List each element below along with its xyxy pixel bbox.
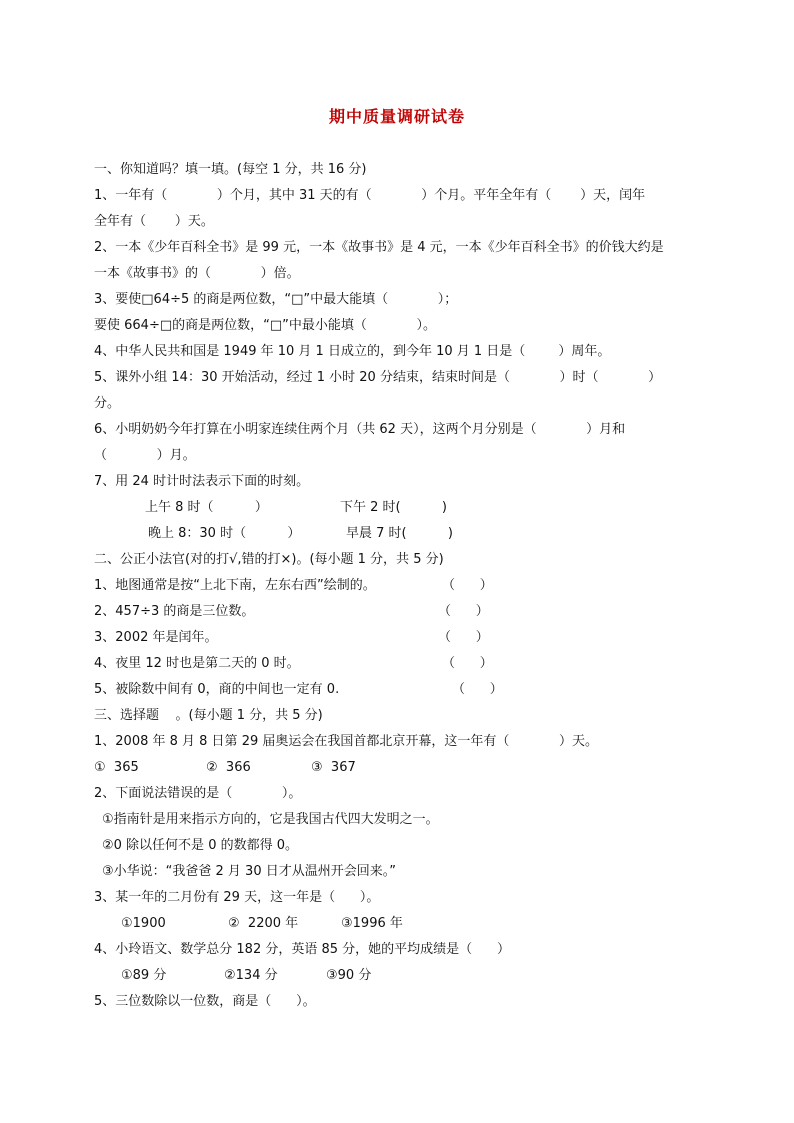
q3-1-option-3: ③ 367 — [311, 760, 356, 775]
q1-5-line-a: 5、课外小组 14：30 开始活动，经过 1 小时 20 分结束，结束时间是（ ）时（ ） — [94, 370, 662, 385]
q1-7-item-am8: 上午 8 时（ ） — [145, 500, 268, 515]
q3-5-text: 5、三位数除以一位数，商是（ ）。 — [94, 994, 316, 1009]
q2-4-answer-paren: （ ） — [442, 656, 493, 671]
q1-1-line-b: 全年有（ ）天。 — [94, 214, 214, 229]
q1-6-line-b: （ ）月。 — [94, 448, 196, 463]
q1-5-line-b: 分。 — [94, 396, 121, 411]
q2-1-answer-paren: （ ） — [442, 578, 493, 593]
q3-3-option-3: ③1996 年 — [341, 916, 403, 931]
q3-4-option-1: ①89 分 — [121, 968, 167, 983]
q3-2-option-3: ③小华说：“我爸爸 2 月 30 日才从温州开会回来。” — [102, 864, 396, 879]
q2-5-answer-paren: （ ） — [452, 682, 503, 697]
q1-3-line-b: 要使 664÷□的商是两位数，“□”中最小能填（ ）。 — [94, 318, 436, 333]
q3-1-option-2: ② 366 — [206, 760, 251, 775]
q2-3-answer-paren: （ ） — [438, 630, 489, 645]
q1-7-item-evening: 晚上 8：30 时（ ） — [148, 526, 301, 541]
q2-2-answer-paren: （ ） — [438, 604, 489, 619]
q1-4-line: 4、中华人民共和国是 1949 年 10 月 1 日成立的，到今年 10 月 1 日是（ ）周年。 — [94, 344, 611, 359]
q1-2-line-a: 2、一本《少年百科全书》是 99 元，一本《故事书》是 4 元，一本《少年百科全书》的价钱大约是 — [94, 240, 664, 255]
q1-1-line-a: 1、一年有（ ）个月，其中 31 天的有（ ）个月。平年全年有（ ）天，闰年 — [94, 188, 646, 203]
q1-3-line-a: 3、要使□64÷5 的商是两位数，“□”中最大能填（ ）； — [94, 292, 458, 307]
q1-6-line-a: 6、小明奶奶今年打算在小明家连续住两个月（共 62 天），这两个月分别是（ ）月和 — [94, 422, 626, 437]
section-1-heading: 一、你知道吗？填一填。(每空 1 分，共 16 分) — [94, 162, 367, 177]
page-title: 期中质量调研试卷 — [328, 107, 465, 126]
q2-3-text: 3、2002 年是闰年。 — [94, 630, 218, 645]
q3-4-option-3: ③90 分 — [326, 968, 372, 983]
q2-4-text: 4、夜里 12 时也是第二天的 0 时。 — [94, 656, 300, 671]
q3-1-option-1: ① 365 — [94, 760, 139, 775]
section-2-heading: 二、公正小法官(对的打√,错的打×)。(每小题 1 分，共 5 分) — [94, 552, 444, 567]
q2-1-text: 1、地图通常是按“上北下南，左东右西”绘制的。 — [94, 578, 376, 593]
q3-2-option-2: ②0 除以任何不是 0 的数都得 0。 — [102, 838, 298, 853]
q3-1-text: 1、2008 年 8 月 8 日第 29 届奥运会在我国首都北京开幕，这一年有（ ）天。 — [94, 734, 598, 749]
q3-2-text: 2、下面说法错误的是（ ）。 — [94, 786, 302, 801]
section-3-heading: 三、选择题 。(每小题 1 分，共 5 分) — [94, 708, 323, 723]
q3-2-option-1: ①指南针是用来指示方向的，它是我国古代四大发明之一。 — [102, 812, 439, 827]
q3-3-option-2: ② 2200 年 — [228, 916, 299, 931]
q1-7-item-morning: 早晨 7 时( ) — [346, 526, 454, 541]
q1-2-line-b: 一本《故事书》的（ ）倍。 — [94, 266, 300, 281]
q1-7-line: 7、用 24 时计时法表示下面的时刻。 — [94, 474, 310, 489]
q1-7-item-pm2: 下午 2 时( ) — [340, 500, 448, 515]
q3-4-option-2: ②134 分 — [224, 968, 278, 983]
q2-2-text: 2、457÷3 的商是三位数。 — [94, 604, 255, 619]
q3-3-text: 3、某一年的二月份有 29 天，这一年是（ ）。 — [94, 890, 380, 905]
q3-4-text: 4、小玲语文、数学总分 182 分，英语 85 分，她的平均成绩是（ ） — [94, 942, 510, 957]
q3-3-option-1: ①1900 — [121, 916, 166, 931]
q2-5-text: 5、被除数中间有 0，商的中间也一定有 0. — [94, 682, 340, 697]
